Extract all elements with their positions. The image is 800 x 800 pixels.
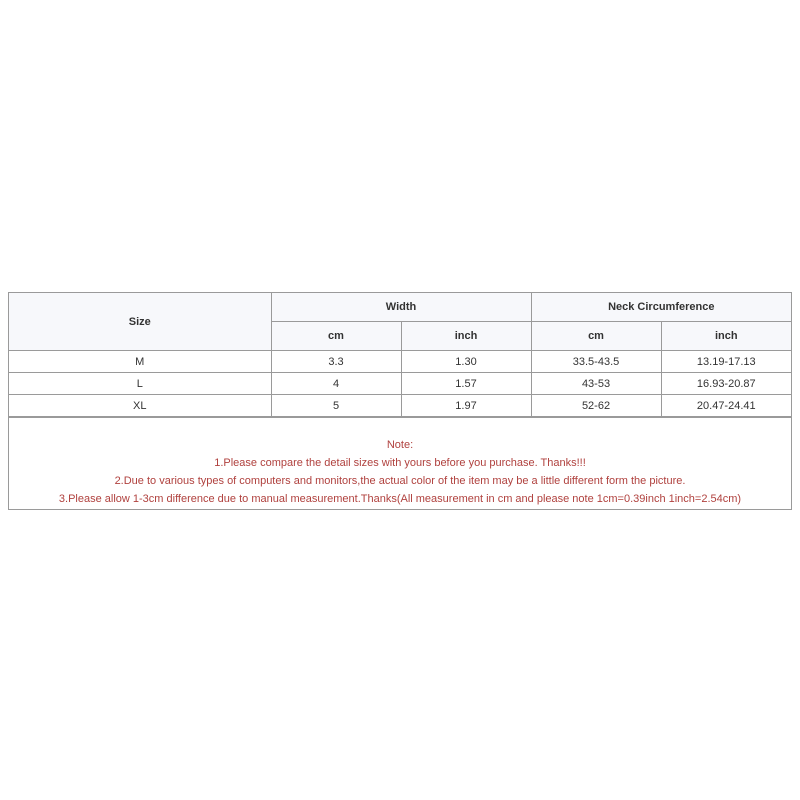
size-header: Size [9, 293, 271, 351]
note-line-3: 3.Please allow 1-3cm difference due to manual measurement.Thanks(All measurement in cm and please note 1cm=0.39inch 1inch=2.54cm) [58, 493, 742, 505]
size-cell: M [9, 351, 271, 373]
width-inch-header: inch [401, 322, 531, 351]
neck-cm-cell: 43-53 [531, 373, 661, 395]
note-line-1: 1.Please compare the detail sizes with yours before you purchase. Thanks!!! [214, 457, 586, 469]
width-header: Width [271, 293, 531, 322]
width-inch-cell: 1.57 [401, 373, 531, 395]
neck-cm-cell: 33.5-43.5 [531, 351, 661, 373]
note-line-2: 2.Due to various types of computers and monitors,the actual color of the item may be a little different form the picture. [114, 475, 686, 487]
width-cm-cell: 3.3 [271, 351, 401, 373]
width-cm-header: cm [271, 322, 401, 351]
neck-cm-cell: 52-62 [531, 395, 661, 417]
header-row [9, 293, 791, 322]
width-inch-cell: 1.30 [401, 351, 531, 373]
table-row [9, 395, 791, 417]
size-table [9, 293, 791, 417]
neck-circumference-header: Neck Circumference [531, 293, 791, 322]
note-box [9, 417, 791, 509]
width-cm-cell: 5 [271, 395, 401, 417]
width-inch-cell: 1.97 [401, 395, 531, 417]
size-cell: XL [9, 395, 271, 417]
width-cm-cell: 4 [271, 373, 401, 395]
size-chart [8, 292, 792, 510]
table-row [9, 351, 791, 373]
note-title: Note: [386, 439, 414, 451]
neck-inch-cell: 13.19-17.13 [661, 351, 791, 373]
neck-inch-cell: 20.47-24.41 [661, 395, 791, 417]
table-row [9, 373, 791, 395]
size-cell: L [9, 373, 271, 395]
neck-inch-header: inch [661, 322, 791, 351]
neck-inch-cell: 16.93-20.87 [661, 373, 791, 395]
neck-cm-header: cm [531, 322, 661, 351]
